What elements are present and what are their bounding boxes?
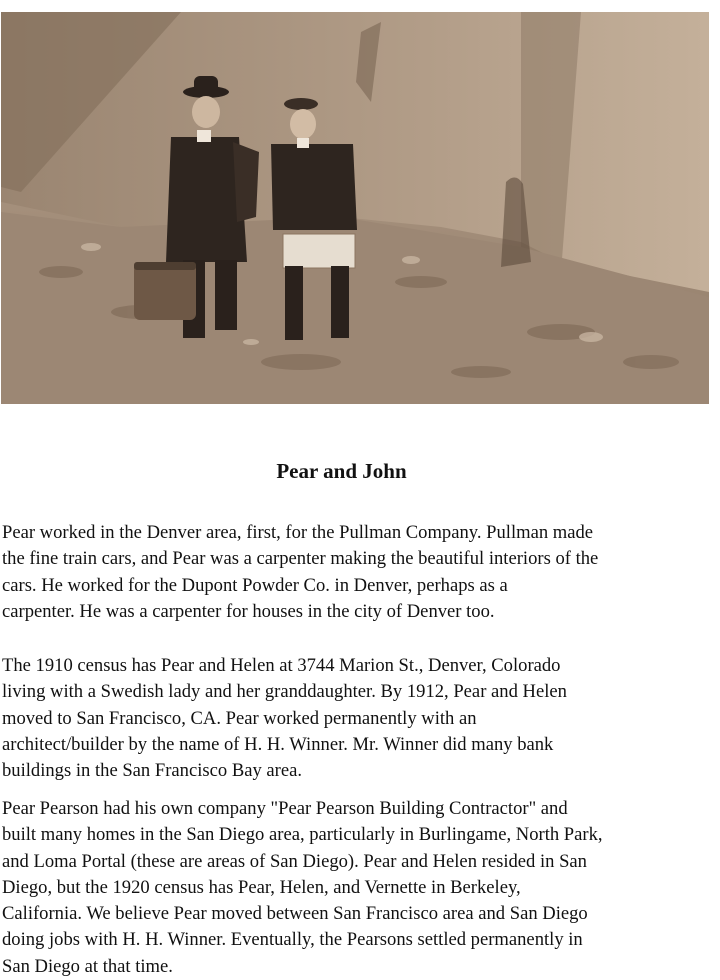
sepia-photograph (1, 12, 709, 404)
photo-caption: Pear and John (276, 459, 407, 483)
paragraph-denver-work: Pear worked in the Denver area, first, for the Pullman Company. Pullman made the fine train cars, and Pear was a carpenter making the beautiful interiors of the cars. He worked for the Dupont Powder Co. in Denver, perhaps as a carpenter. He was a carpenter for houses in the city of Denver too. (2, 522, 599, 622)
paragraph-building-contractor: Pear Pearson had his own company "Pear Pearson Building Contractor" and built many homes in the San Diego area, particularly in Burlingame, North Park, and Loma Portal (these are areas of San Diego). Pear and Helen resided in San Diego, but the 1920 census has Pear, Helen, and Vernette in Berkeley, California. We believe Pear moved between San Francisco area and San Diego doing jobs with H. H. Winner. Eventually, the Pearsons settled permanently in San Diego at that time. (2, 798, 603, 977)
paragraph-census-1910: The 1910 census has Pear and Helen at 3744 Marion St., Denver, Colorado living with a Swedish lady and her granddaughter. By 1912, Pear and Helen moved to San Francisco, CA. Pear worked permanently with an architect/builder by the name of H. H. Winner. Mr. Winner did many bank buildings in the San Francisco Bay area. (2, 655, 567, 782)
